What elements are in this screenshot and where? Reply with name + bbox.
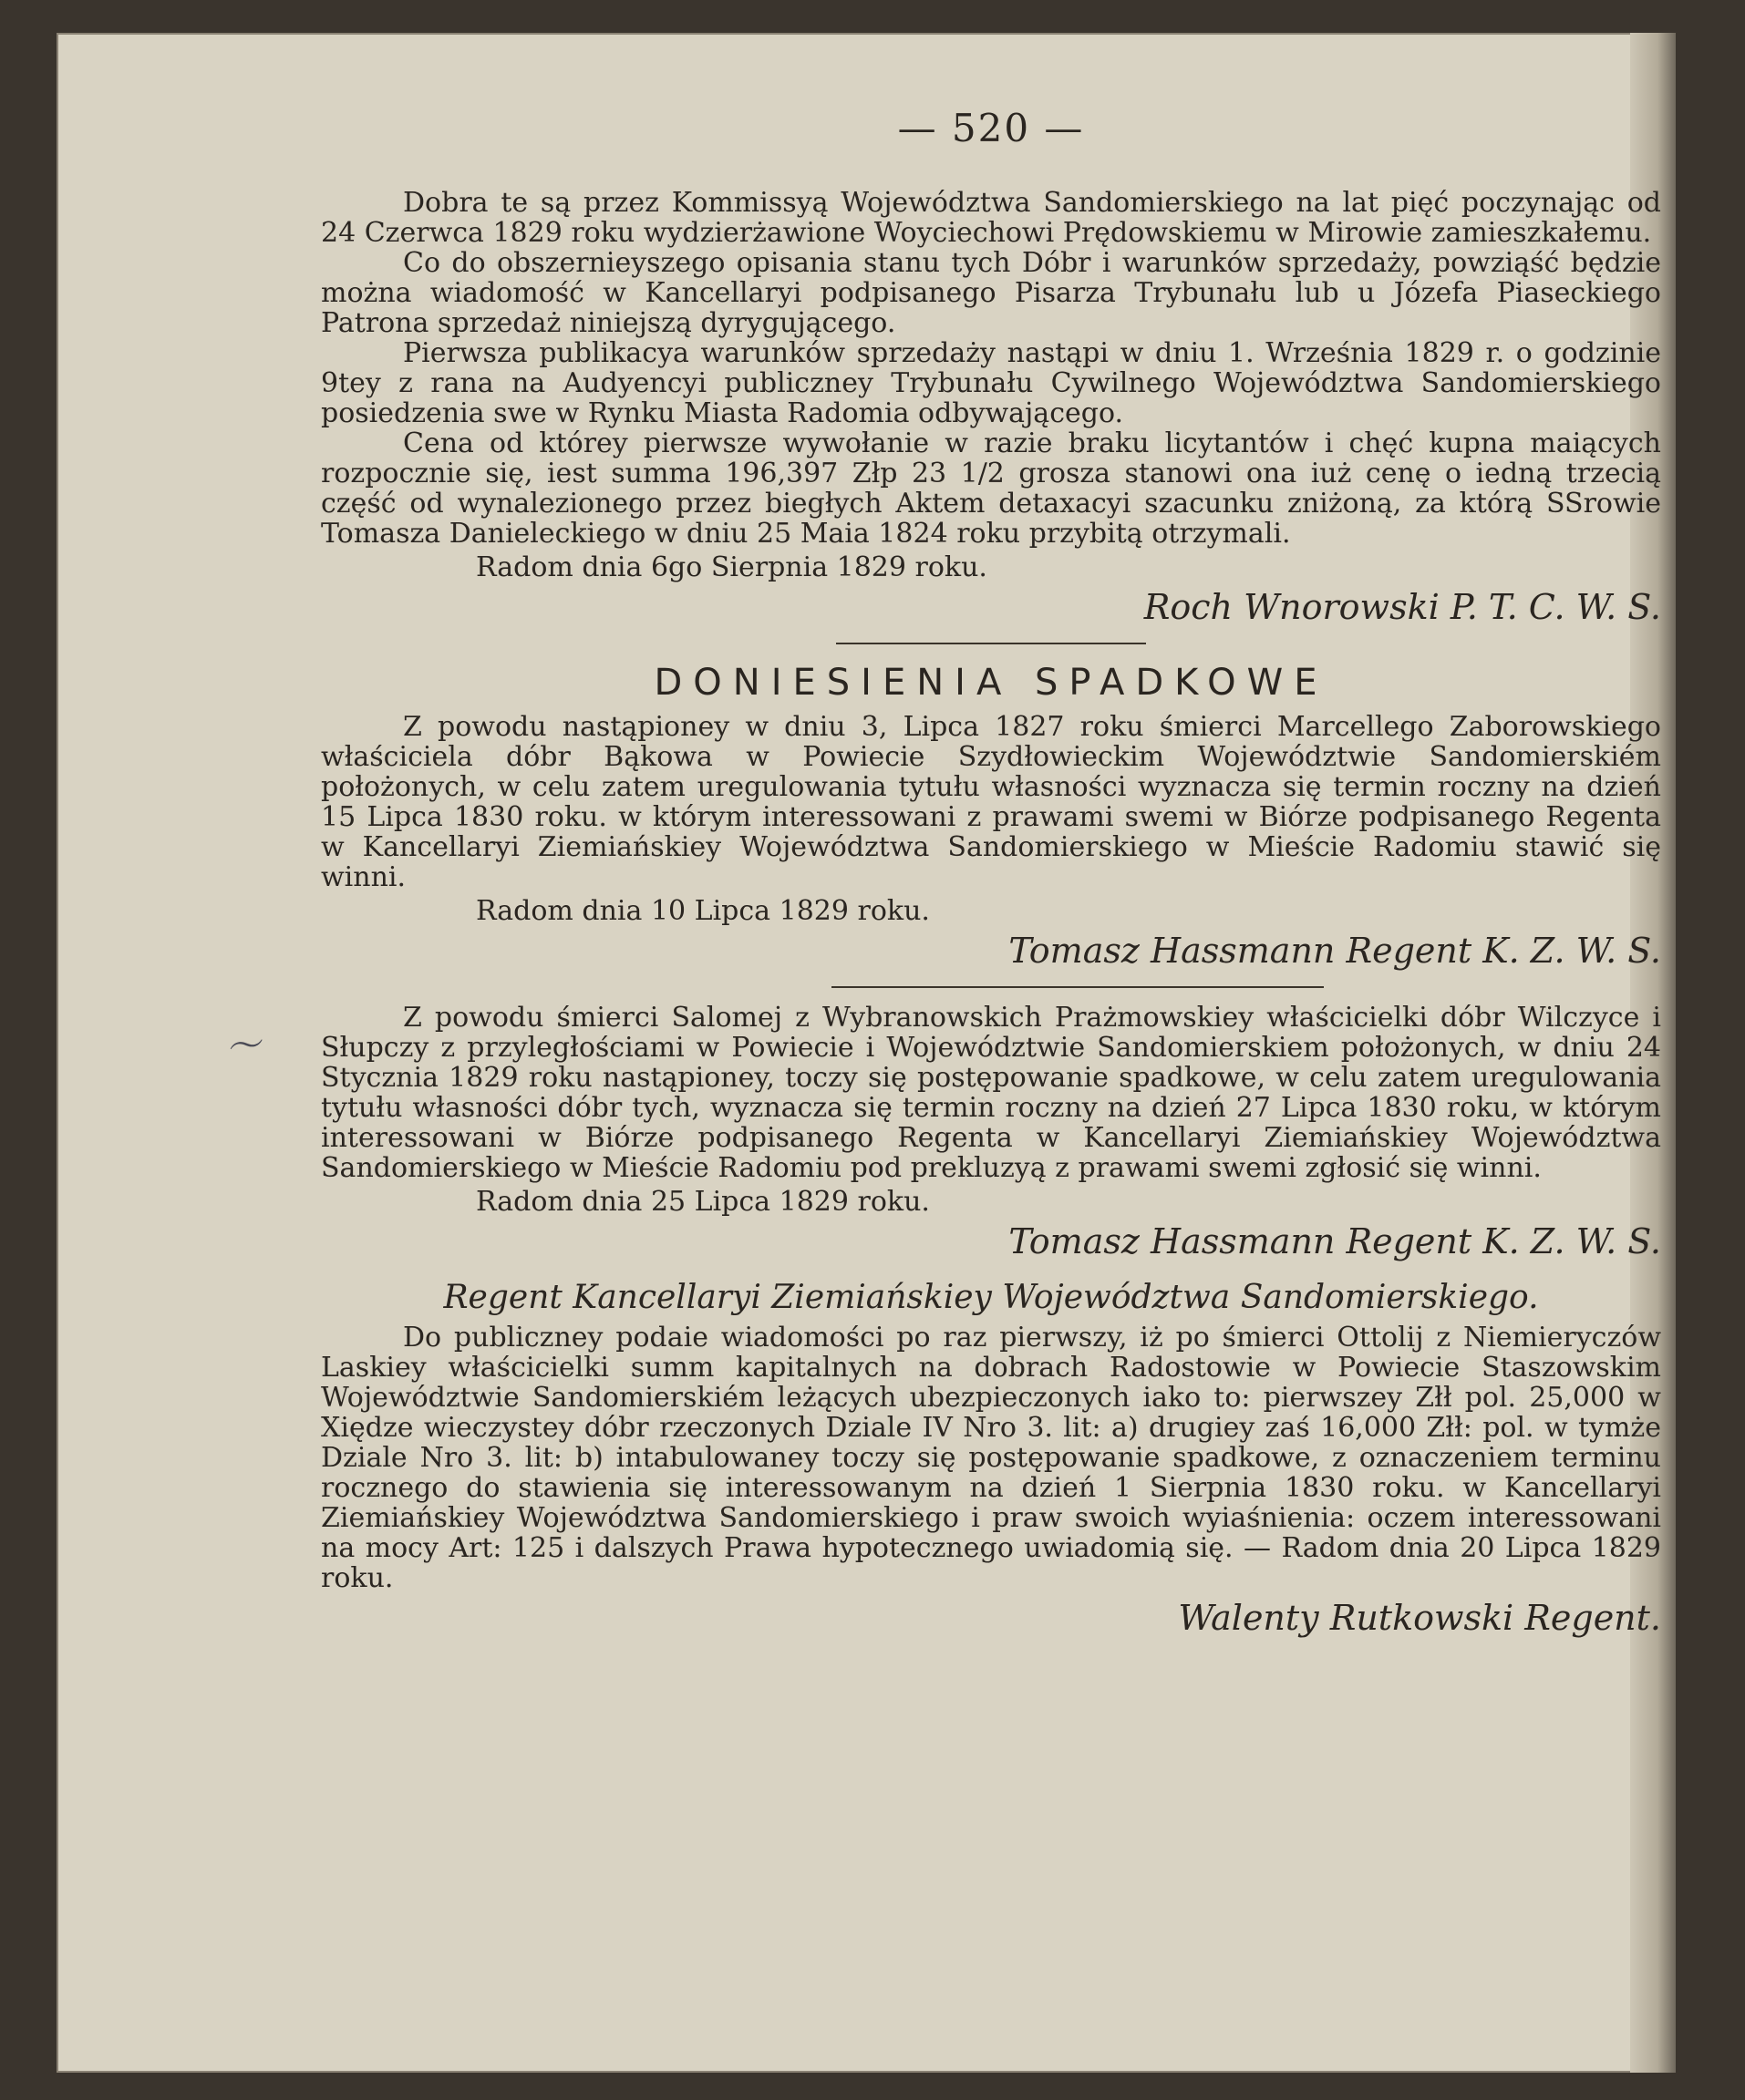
paragraph: Z powodu nastąpioney w dniu 3, Lipca 1827 roku śmierci Marcellego Zaborowskiego właściciela dóbr Bąkowa w Powiecie Szydłowieckim Województwie Sandomierskiém położonych, w celu zatem uregulowania tytułu własności wyznacza się termin roczny na dzień 15 Lipca 1830 roku. w którym interessowani z prawami swemi w Biórze podpisanego Regenta w Kancellaryi Ziemiańskiey Województwa Sandomierskiego w Mieście Radomiu stawić się winni.	[321, 711, 1661, 893]
paragraph: Do publiczney podaie wiadomości po raz pierwszy, iż po śmierci Ottolij z Niemieryczów Laskiey właścicielki summ kapitalnych na dobrach Radostowie w Powiecie Staszowskim Województwie Sandomierskiém leżących ubezpieczonych iako to: pierwszey Złł pol. 25,000 w Xiędze wieczystey dóbr rzeczonych Dziale IV Nro 3. lit: a) drugiey zaś 16,000 Złł: pol. w tymże Dziale Nro 3. lit: b) intabulowaney toczy się postępowanie spadkowe, z oznaczeniem terminu rocznego do stawienia się interessowanym na dzień 1 Sierpnia 1830 roku. w Kancellaryi Ziemiańskiey Województwa Sandomierskiego i praw swoich wyiaśnienia: oczem interessowani na mocy Art: 125 i dalszych Prawa hypotecznego uwiadomią się. — Radom dnia 20 Lipca 1829 roku.	[321, 1322, 1661, 1594]
ink-mark: 〜	[224, 1022, 269, 1071]
divider	[836, 643, 1146, 644]
paragraph: Co do obszernieyszego opisania stanu tych Dóbr i warunków sprzedaży, powziąść będzie można wiadomość w Kancellaryi podpisanego Pisarza Trybunału lub u Józefa Piaseckiego Patrona sprzedaż niniejszą dyrygującego.	[321, 247, 1661, 339]
paragraph: Z powodu śmierci Salomej z Wybranowskich Prażmowskiey właścicielki dóbr Wilczyce i Słupczy z przyległościami w Powiecie i Województwie Sandomierskiem położonych, w dniu 24 Stycznia 1829 roku nastąpioney, toczy się postępowanie spadkowe, w celu zatem uregulowania tytułu własności dóbr tych, wyznacza się termin roczny na dzień 27 Lipca 1830 roku, w którym interessowani w Biórze podpisanego Regenta w Kancellaryi Ziemiańskiey Województwa Sandomierskiego w Mieście Radomiu pod prekluzyą z prawami swemi zgłosić się winni.	[321, 1002, 1661, 1184]
signature: Walenty Rutkowski Regent.	[1178, 1598, 1661, 1638]
signature: Tomasz Hassmann Regent K. Z. W. S.	[1008, 931, 1661, 971]
date-line: Radom dnia 25 Lipca 1829 roku.	[476, 1186, 930, 1218]
page-content	[321, 104, 1661, 1642]
subheading: Regent Kancellaryi Ziemiańskiey Województwa Sandomierskiego.	[443, 1279, 1539, 1316]
date-line: Radom dnia 6go Sierpnia 1829 roku.	[476, 551, 987, 583]
page-number: — 520 —	[897, 106, 1085, 150]
divider	[831, 986, 1324, 988]
date-line: Radom dnia 10 Lipca 1829 roku.	[476, 895, 930, 927]
signature: Roch Wnorowski P. T. C. W. S.	[1143, 587, 1661, 627]
document-page	[57, 33, 1676, 2073]
signature: Tomasz Hassmann Regent K. Z. W. S.	[1008, 1221, 1661, 1261]
paragraph: Dobra te są przez Kommissyą Województwa Sandomierskiego na lat pięć poczynając od 24 Czerwca 1829 roku wydzierżawione Woyciechowi Prędowskiemu w Mirowie zamieszkałemu.	[321, 187, 1661, 249]
paragraph: Cena od którey pierwsze wywołanie w razie braku licytantów i chęć kupna maiących rozpocznie się, iest summa 196,397 Złp 23 1/2 grosza stanowi ona iuż cenę o iedną trzecią część od wynalezionego przez biegłych Aktem detaxacyi szacunku zniżoną, za którą SSrowie Tomasza Danieleckiego w dniu 25 Maia 1824 roku przybitą otrzymali.	[321, 427, 1661, 550]
section-title: DONIESIENIA SPADKOWE	[654, 662, 1328, 704]
paragraph: Pierwsza publikacya warunków sprzedaży nastąpi w dniu 1. Września 1829 r. o godzinie 9tey z rana na Audyencyi publiczney Trybunału Cywilnego Województwa Sandomierskiego posiedzenia swe w Rynku Miasta Radomia odbywającego.	[321, 337, 1661, 429]
